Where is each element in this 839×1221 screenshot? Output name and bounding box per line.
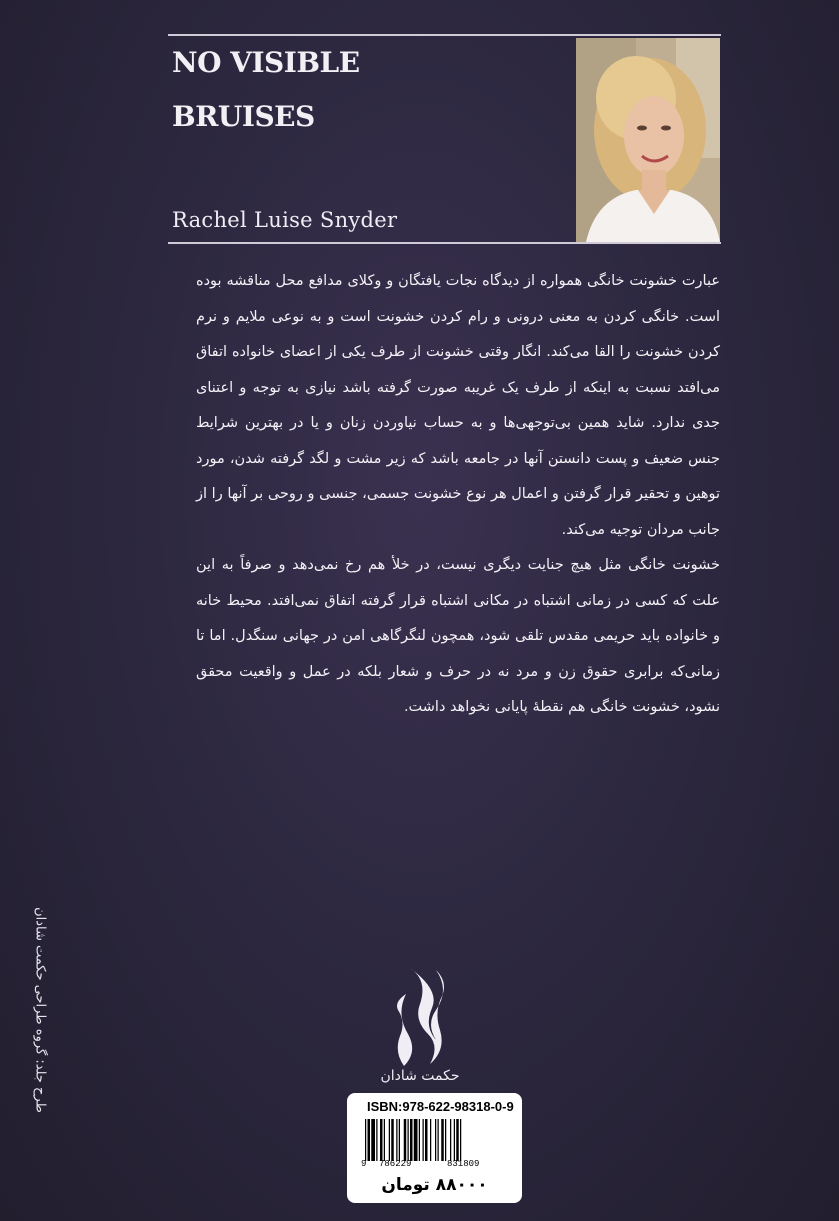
title-line-1: NO VISIBLE — [172, 46, 360, 79]
barcode-digits — [361, 1159, 511, 1171]
barcode-bar — [410, 1119, 413, 1161]
barcode-bar — [425, 1119, 428, 1161]
barcode-bar — [450, 1119, 451, 1161]
barcode-bar — [368, 1119, 371, 1161]
barcode-bar — [380, 1119, 383, 1161]
barcode-bar — [435, 1119, 436, 1161]
barcode-bar — [456, 1119, 459, 1161]
barcode-digit-first: 9 — [361, 1159, 367, 1169]
barcode-bar — [419, 1119, 420, 1161]
barcode-bar — [396, 1119, 397, 1161]
bottom-rule — [168, 242, 721, 244]
barcode-bar — [430, 1119, 431, 1161]
barcode-digits-left: 786229 — [379, 1159, 412, 1169]
barcode — [361, 1119, 511, 1161]
barcode-bar — [384, 1119, 385, 1161]
author-name: Rachel Luise Snyder — [172, 208, 398, 232]
barcode-bar — [399, 1119, 400, 1161]
barcode-bar — [408, 1119, 409, 1161]
cover-design-credit — [20, 880, 60, 1140]
barcode-bar — [460, 1119, 461, 1161]
barcode-bar — [423, 1119, 424, 1161]
title-line-2: BRUISES — [172, 100, 315, 133]
barcode-bar — [391, 1119, 394, 1161]
isbn-price-label — [347, 1093, 522, 1203]
blurb-paragraph-1: عبارت خشونت خانگی همواره از دیدگاه نجات یافتگان و وکلای مدافع محل مناقشه بوده است. خانگی کردن به معنی درونی و رام کردن خشونت است و به نوعی ملایم و نرم کردن خشونت را القا می‌کند. انگار وقتی خشونت از طرف یکی از اعضای خانواده اتفاق می‌افتد نسبت به اینکه از طرف یک غریبه صورت گرفته باشد نیازی به توجه و اعتنای جدی ندارد. شاید همین بی‌توجهی‌ها و به حساب نیاوردن زنان و یا در بهترین شرایط جنس ضعیف و پست دانستن آنها در جامعه باشد که زیر مشت و لگد گرفته شدن، مورد توهین و تحقیر قرار گرفتن و اعمال هر نوع خشونت جسمی، جنسی و روحی بر آنها را از جانب مردان توجیه می‌کند. — [196, 273, 720, 538]
barcode-bar — [389, 1119, 390, 1161]
barcode-bar — [365, 1119, 366, 1161]
barcode-bar — [404, 1119, 407, 1161]
author-photo — [576, 38, 720, 242]
blurb-text — [196, 264, 720, 726]
barcode-digits-right: 831809 — [447, 1159, 480, 1169]
price: ۸۸۰۰۰ تومان — [381, 1175, 488, 1195]
publisher-name: حکمت شادان — [380, 1068, 460, 1084]
barcode-bar — [376, 1119, 377, 1161]
book-title — [172, 36, 472, 144]
barcode-bar — [445, 1119, 446, 1161]
blurb-paragraph-2: خشونت خانگی مثل هیچ جنایت دیگری نیست، در خلأ هم رخ نمی‌دهد و صرفاً به این علت که کسی در زمانی اشتباه در مکانی اشتباه قرار گرفته اتفاق نمی‌افتد. محیط خانه و خانواده باید حریمی مقدس تلقی شود، همچون لنگرگاهی امن در جهانی سنگدل. اما تا زمانی‌که برابری حقوق زن و مرد نه در حرف و شعار بلکه در عمل و واقعیت محقق نشود، خشونت خانگی هم نقطهٔ پایانی نخواهد داشت. — [196, 557, 720, 715]
barcode-bar — [371, 1119, 375, 1161]
publisher-logo — [376, 960, 466, 1070]
barcode-bar — [454, 1119, 455, 1161]
barcode-bar — [441, 1119, 444, 1161]
cover-design-credit-text: طرح جلد: گروه طراحی حکمت شادان — [32, 907, 48, 1113]
barcode-bar — [438, 1119, 439, 1161]
barcode-bar — [414, 1119, 418, 1161]
isbn-number: ISBN:978-622-98318-0-9 — [367, 1099, 514, 1114]
